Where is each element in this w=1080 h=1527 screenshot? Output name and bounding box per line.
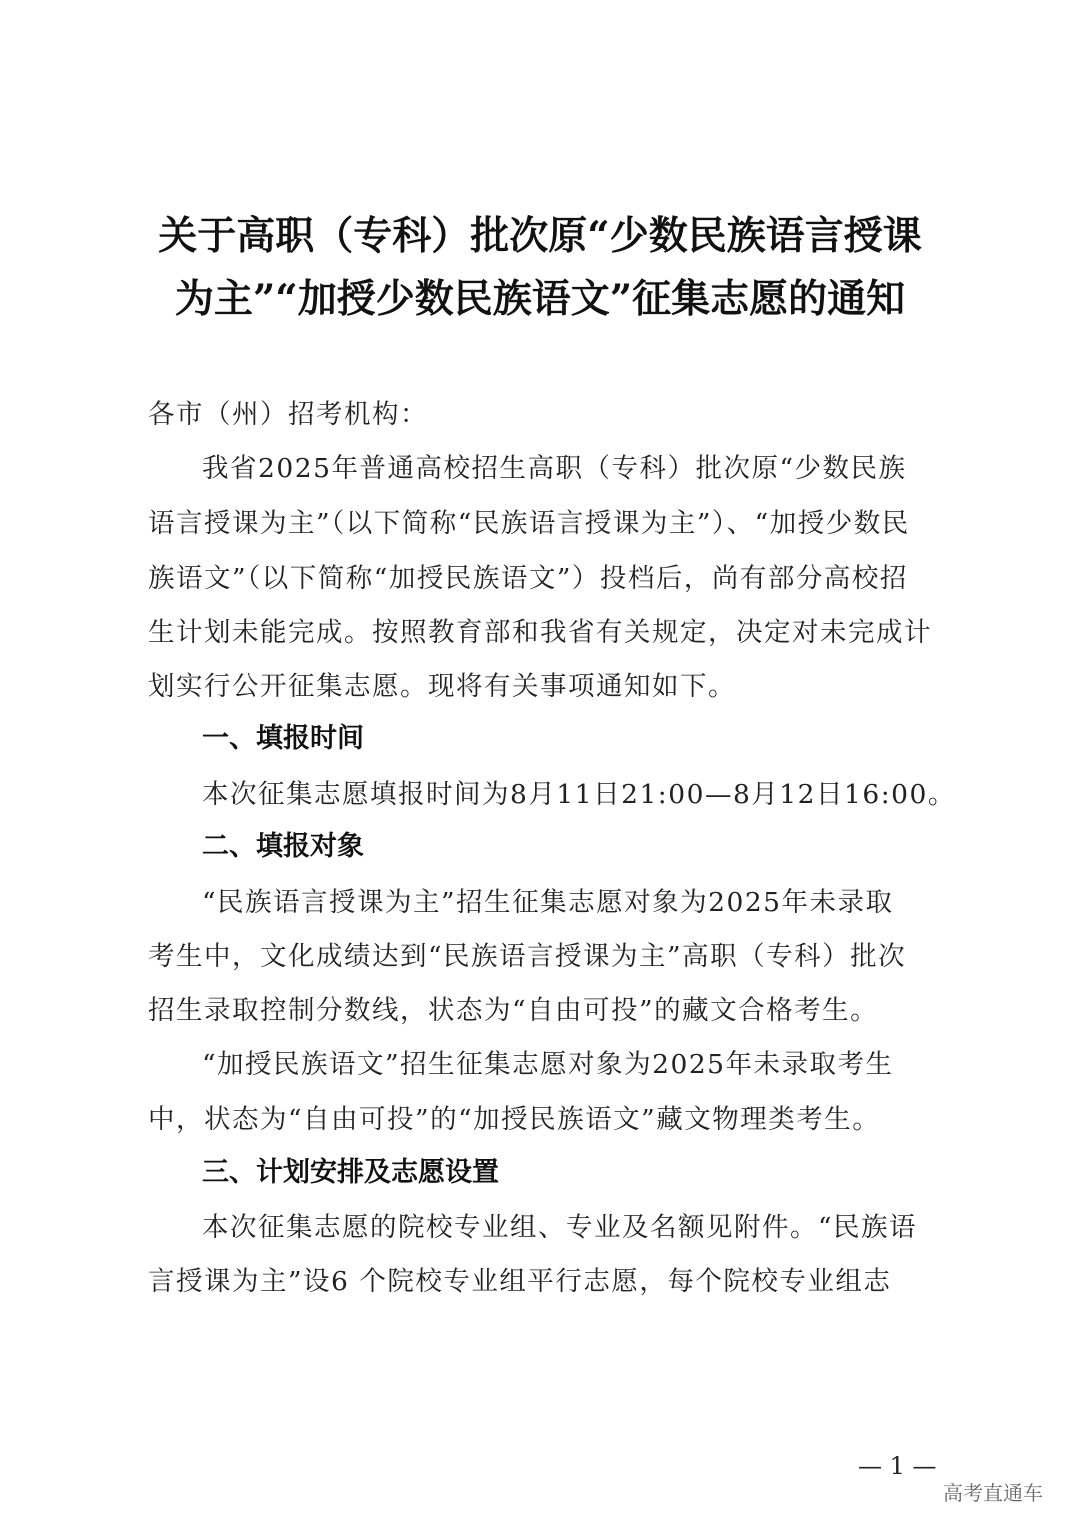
paragraph-line: 言授课为主”设6 个院校专业组平行志愿，每个院校专业组志	[148, 1266, 892, 1297]
section-heading-plan-arrangement: 三、计划安排及志愿设置	[202, 1157, 499, 1188]
paragraph-line: 生计划未能完成。按照教育部和我省有关规定，决定对未完成计	[148, 617, 932, 648]
document-title-line-1: 关于高职（专科）批次原“少数民族语言授课	[158, 213, 922, 259]
paragraph-line: 语言授课为主”（以下简称“民族语言授课为主”）、“加授少数民	[148, 508, 910, 539]
section-heading-filing-target: 二、填报对象	[202, 831, 364, 862]
paragraph-line: 中，状态为“自由可投”的“加授民族语文”藏文物理类考生。	[148, 1104, 881, 1135]
paragraph-line: 我省2025年普通高校招生高职（专科）批次原“少数民族	[202, 453, 907, 484]
paragraph-line: 本次征集志愿填报时间为8月11日21:00—8月12日16:00。	[202, 779, 956, 810]
paragraph-line: 族语文”（以下简称“加授民族语文”）投档后，尚有部分高校招	[148, 563, 908, 594]
paragraph-line: 考生中，文化成绩达到“民族语言授课为主”高职（专科）批次	[148, 941, 907, 972]
salutation: 各市（州）招考机构：	[148, 399, 428, 430]
paragraph-line: “加授民族语文”招生征集志愿对象为2025年未录取考生	[202, 1049, 894, 1080]
section-heading-filing-time: 一、填报时间	[202, 723, 364, 754]
document-title-line-2: 为主”“加授少数民族语文”征集志愿的通知	[174, 276, 906, 322]
paragraph-line: “民族语言授课为主”招生征集志愿对象为2025年未录取	[202, 887, 894, 918]
page-number: — 1 —	[858, 1452, 937, 1480]
paragraph-line: 本次征集志愿的院校专业组、专业及名额见附件。“民族语	[202, 1212, 918, 1243]
paragraph-line: 招生录取控制分数线，状态为“自由可投”的藏文合格考生。	[148, 995, 879, 1026]
paragraph-line: 划实行公开征集志愿。现将有关事项通知如下。	[148, 671, 736, 702]
watermark: 高考直通车	[943, 1481, 1043, 1505]
